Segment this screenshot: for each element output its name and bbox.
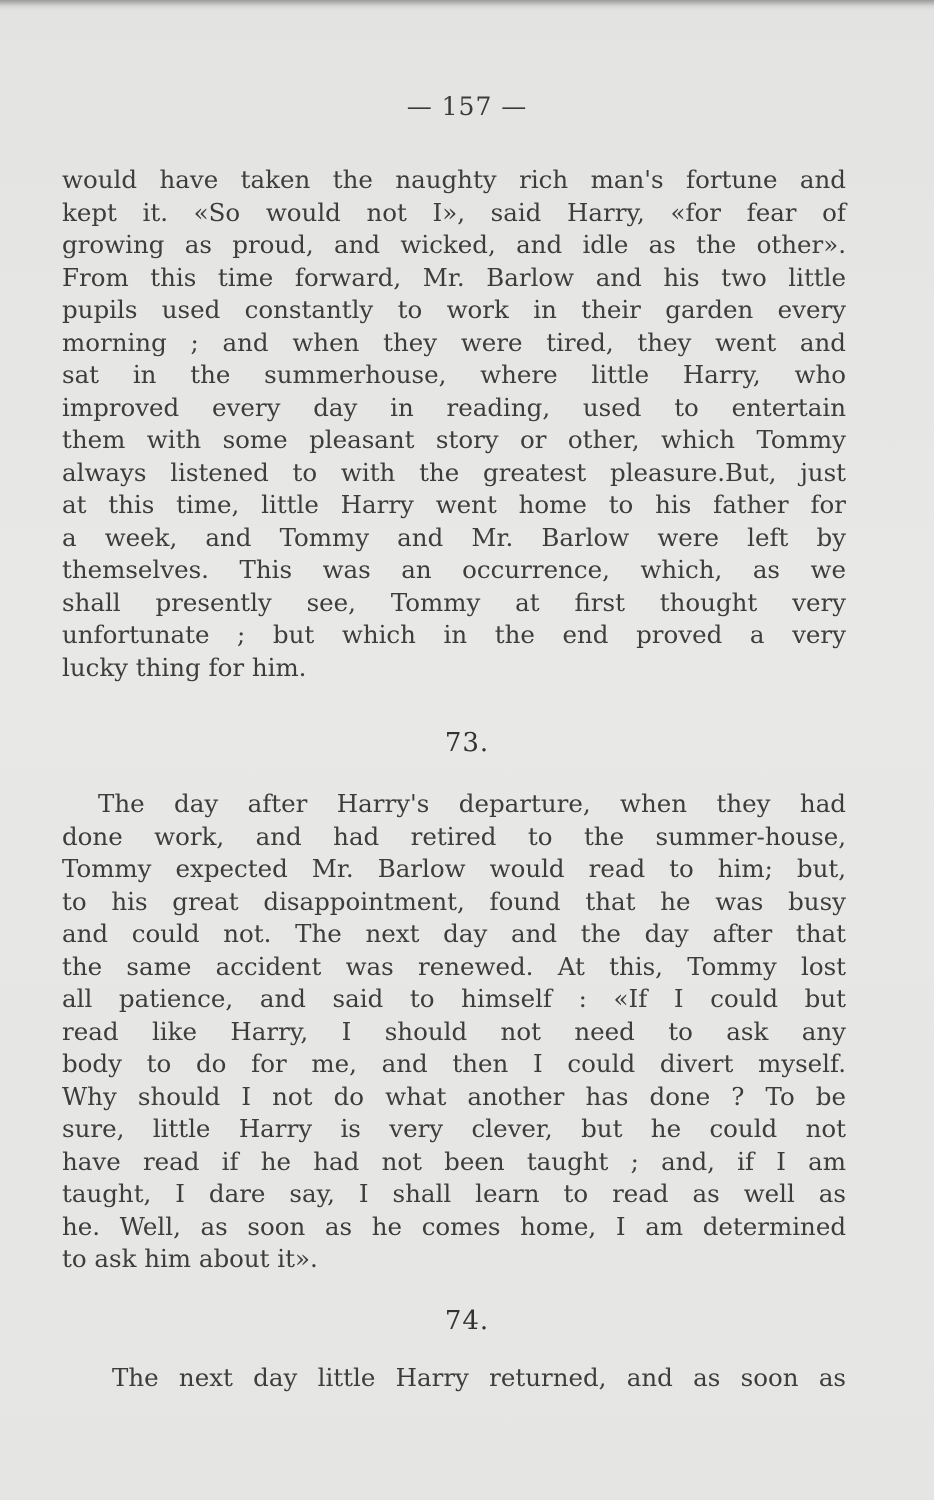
text-line: lucky thing for him. xyxy=(62,652,307,682)
text-line: at this time, little Harry went home to his father for xyxy=(62,490,846,519)
text-line: shall presently see, Tommy at first thought very xyxy=(62,587,846,617)
text-line: and could not. The next day and the day after that xyxy=(62,919,846,948)
text-line: morning ; and when they were tired, they went and xyxy=(62,327,846,357)
text-line: would have taken the naughty rich man's fortune and xyxy=(62,165,846,194)
text-line: he. Well, as soon as he comes home, I am determined xyxy=(62,1211,846,1241)
text-line: them with some pleasant story or other, which Tommy xyxy=(62,425,846,454)
text-line: always listened to with the greatest pleasure.But, just xyxy=(62,457,846,487)
text-line: have read if he had not been taught ; and, if I am xyxy=(62,1146,846,1176)
text-line: taught, I dare say, I shall learn to read as well as xyxy=(62,1179,846,1208)
paragraph-2 xyxy=(62,788,846,1276)
text-line: Why should I not do what another has done ? To be xyxy=(62,1081,846,1111)
section-number-73: 73. xyxy=(444,728,490,758)
text-line: to ask him about it». xyxy=(62,1244,318,1273)
section-number-74: 74. xyxy=(444,1306,490,1336)
text-line: read like Harry, I should not need to ask any xyxy=(62,1016,846,1046)
page-number: — 157 — xyxy=(406,92,528,121)
paragraph-1 xyxy=(62,164,846,684)
text-line: From this time forward, Mr. Barlow and his two little xyxy=(62,262,846,292)
text-line: done work, and had retired to the summer-house, xyxy=(62,821,846,851)
text-line: The day after Harry's departure, when they had xyxy=(98,789,846,818)
text-line: themselves. This was an occurrence, which, as we xyxy=(62,555,846,584)
text-line: kept it. «So would not I», said Harry, «for fear of xyxy=(62,197,846,227)
text-line: growing as proud, and wicked, and idle as the other». xyxy=(62,230,846,259)
text-line: The next day little Harry returned, and as soon as xyxy=(112,1363,846,1392)
text-line: sat in the summerhouse, where little Harry, who xyxy=(62,360,846,389)
text-line: body to do for me, and then I could divert myself. xyxy=(62,1049,846,1078)
text-line: all patience, and said to himself : «If I could but xyxy=(62,984,846,1013)
text-line: unfortunate ; but which in the end proved a very xyxy=(62,620,846,649)
text-line: Tommy expected Mr. Barlow would read to him; but, xyxy=(62,854,846,883)
text-line: the same accident was renewed. At this, Tommy lost xyxy=(62,951,846,981)
text-line: to his great disappointment, found that he was busy xyxy=(62,886,846,916)
text-line: improved every day in reading, used to entertain xyxy=(62,392,846,422)
paragraph-3 xyxy=(62,1362,846,1395)
page-top-edge xyxy=(0,0,934,10)
text-line: pupils used constantly to work in their garden every xyxy=(62,295,846,324)
text-line: a week, and Tommy and Mr. Barlow were left by xyxy=(62,522,846,552)
text-line: sure, little Harry is very clever, but he could not xyxy=(62,1114,846,1143)
